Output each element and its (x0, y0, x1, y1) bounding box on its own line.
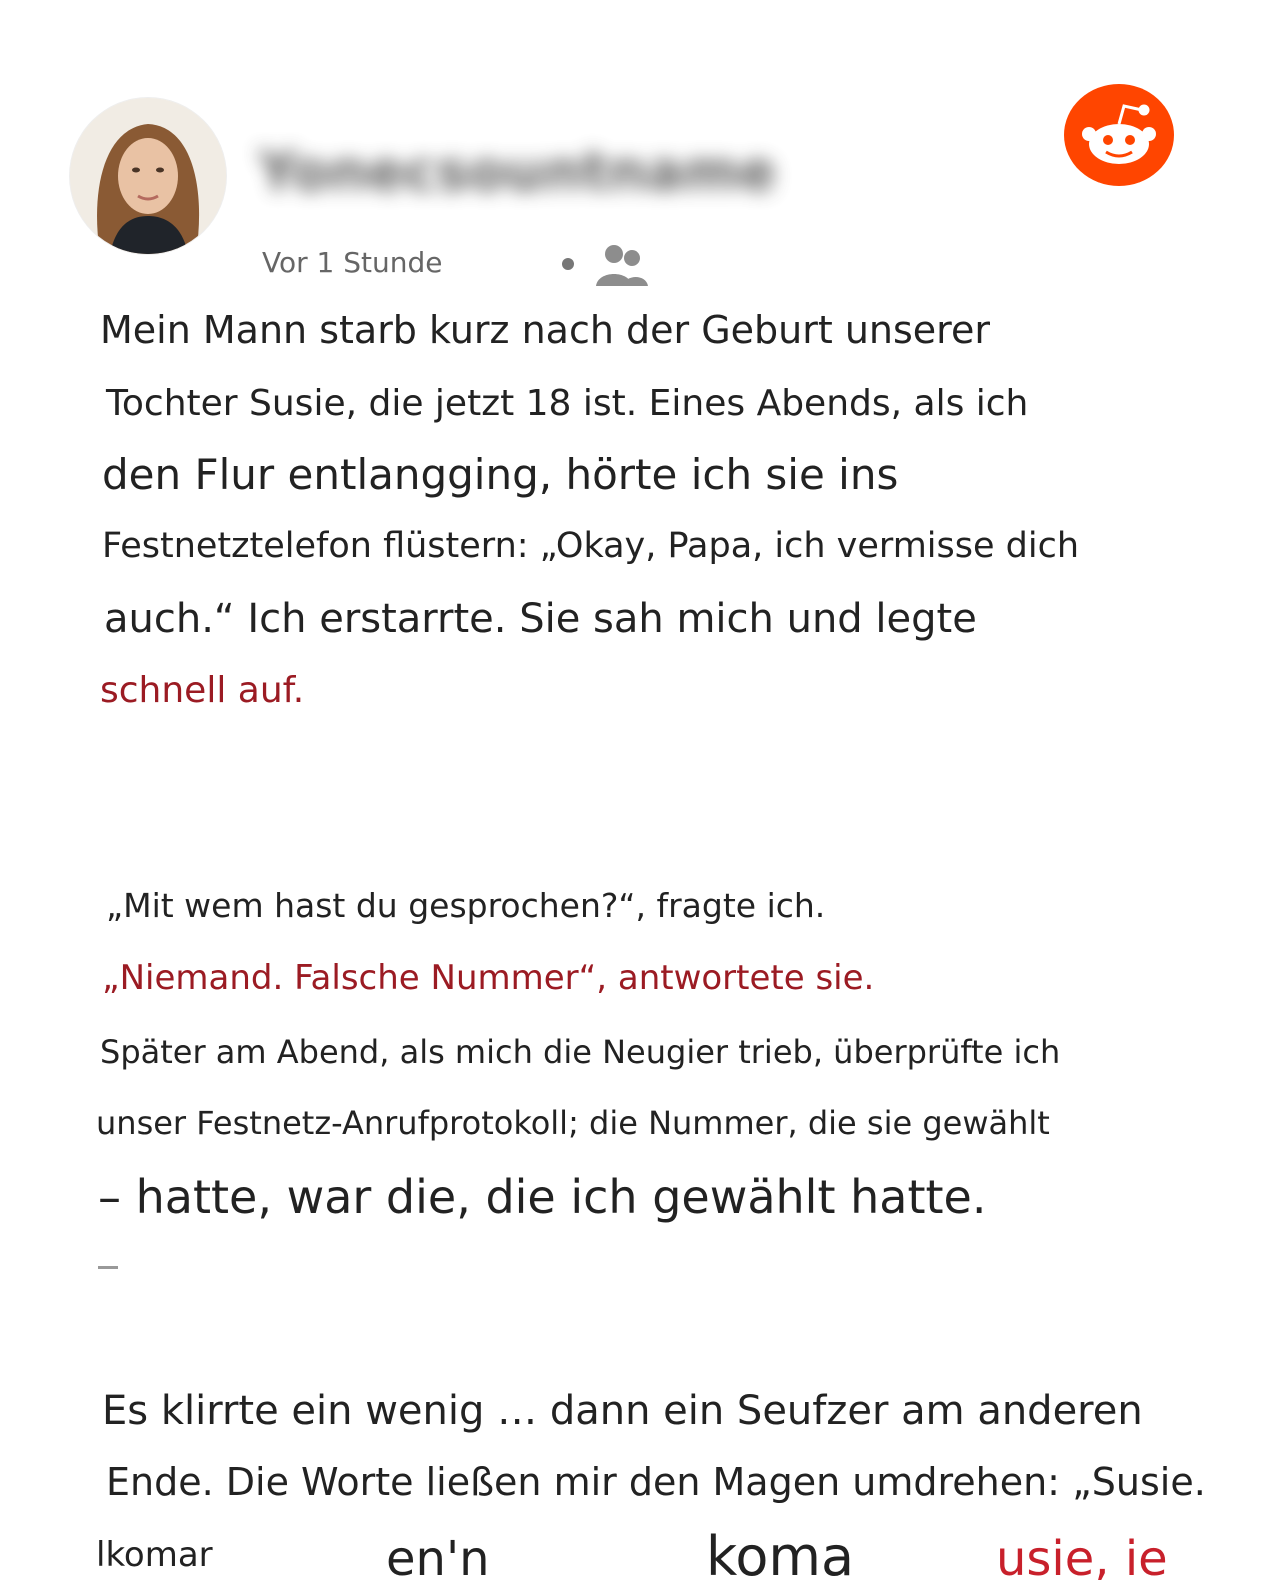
cut-off-text (96, 1525, 1196, 1580)
username[interactable]: Yonecsountname (258, 140, 777, 203)
post-text-line: Es klirrte ein wenig … dann ein Seufzer am anderen (102, 1388, 1143, 1434)
post-text-line: unser Festnetz-Anrufprotokoll; die Nummer, die sie gewählt (96, 1104, 1050, 1142)
group-icon (592, 240, 650, 290)
post-text-line: den Flur entlangging, hörte ich sie ins (102, 450, 899, 499)
post-text-line: auch.“ Ich erstarrte. Sie sah mich und legte (104, 596, 977, 642)
avatar-photo (70, 98, 226, 254)
post-text-line-highlight: schnell auf. (100, 670, 305, 711)
cut-off-fragment: lkomar (96, 1535, 213, 1575)
cut-off-fragment: usie, ie (996, 1531, 1168, 1580)
cut-off-fragment: en'n (386, 1531, 490, 1580)
post-text-line: Festnetztelefon flüstern: „Okay, Papa, ich vermisse dich (102, 526, 1080, 566)
post-timestamp: Vor 1 Stunde (262, 246, 443, 279)
post-text-line: Tochter Susie, die jetzt 18 ist. Eines Abends, als ich (106, 383, 1029, 424)
post-text-line-highlight: „Niemand. Falsche Nummer“, antwortete sie. (102, 958, 875, 998)
post-text-line: Später am Abend, als mich die Neugier trieb, überprüfte ich (100, 1033, 1061, 1071)
post-text-line: Mein Mann starb kurz nach der Geburt unserer (100, 308, 990, 352)
post-text-line: „Mit wem hast du gesprochen?“, fragte ich. (106, 886, 826, 925)
avatar[interactable] (70, 98, 226, 254)
post-text-line: Ende. Die Worte ließen mir den Magen umdrehen: „Susie. (106, 1460, 1206, 1504)
divider (98, 1266, 118, 1269)
reddit-icon[interactable] (1064, 84, 1174, 186)
post-text-line: – hatte, war die, die ich gewählt hatte. (98, 1170, 987, 1224)
cut-off-fragment: koma (706, 1525, 855, 1580)
separator-dot (562, 258, 574, 270)
